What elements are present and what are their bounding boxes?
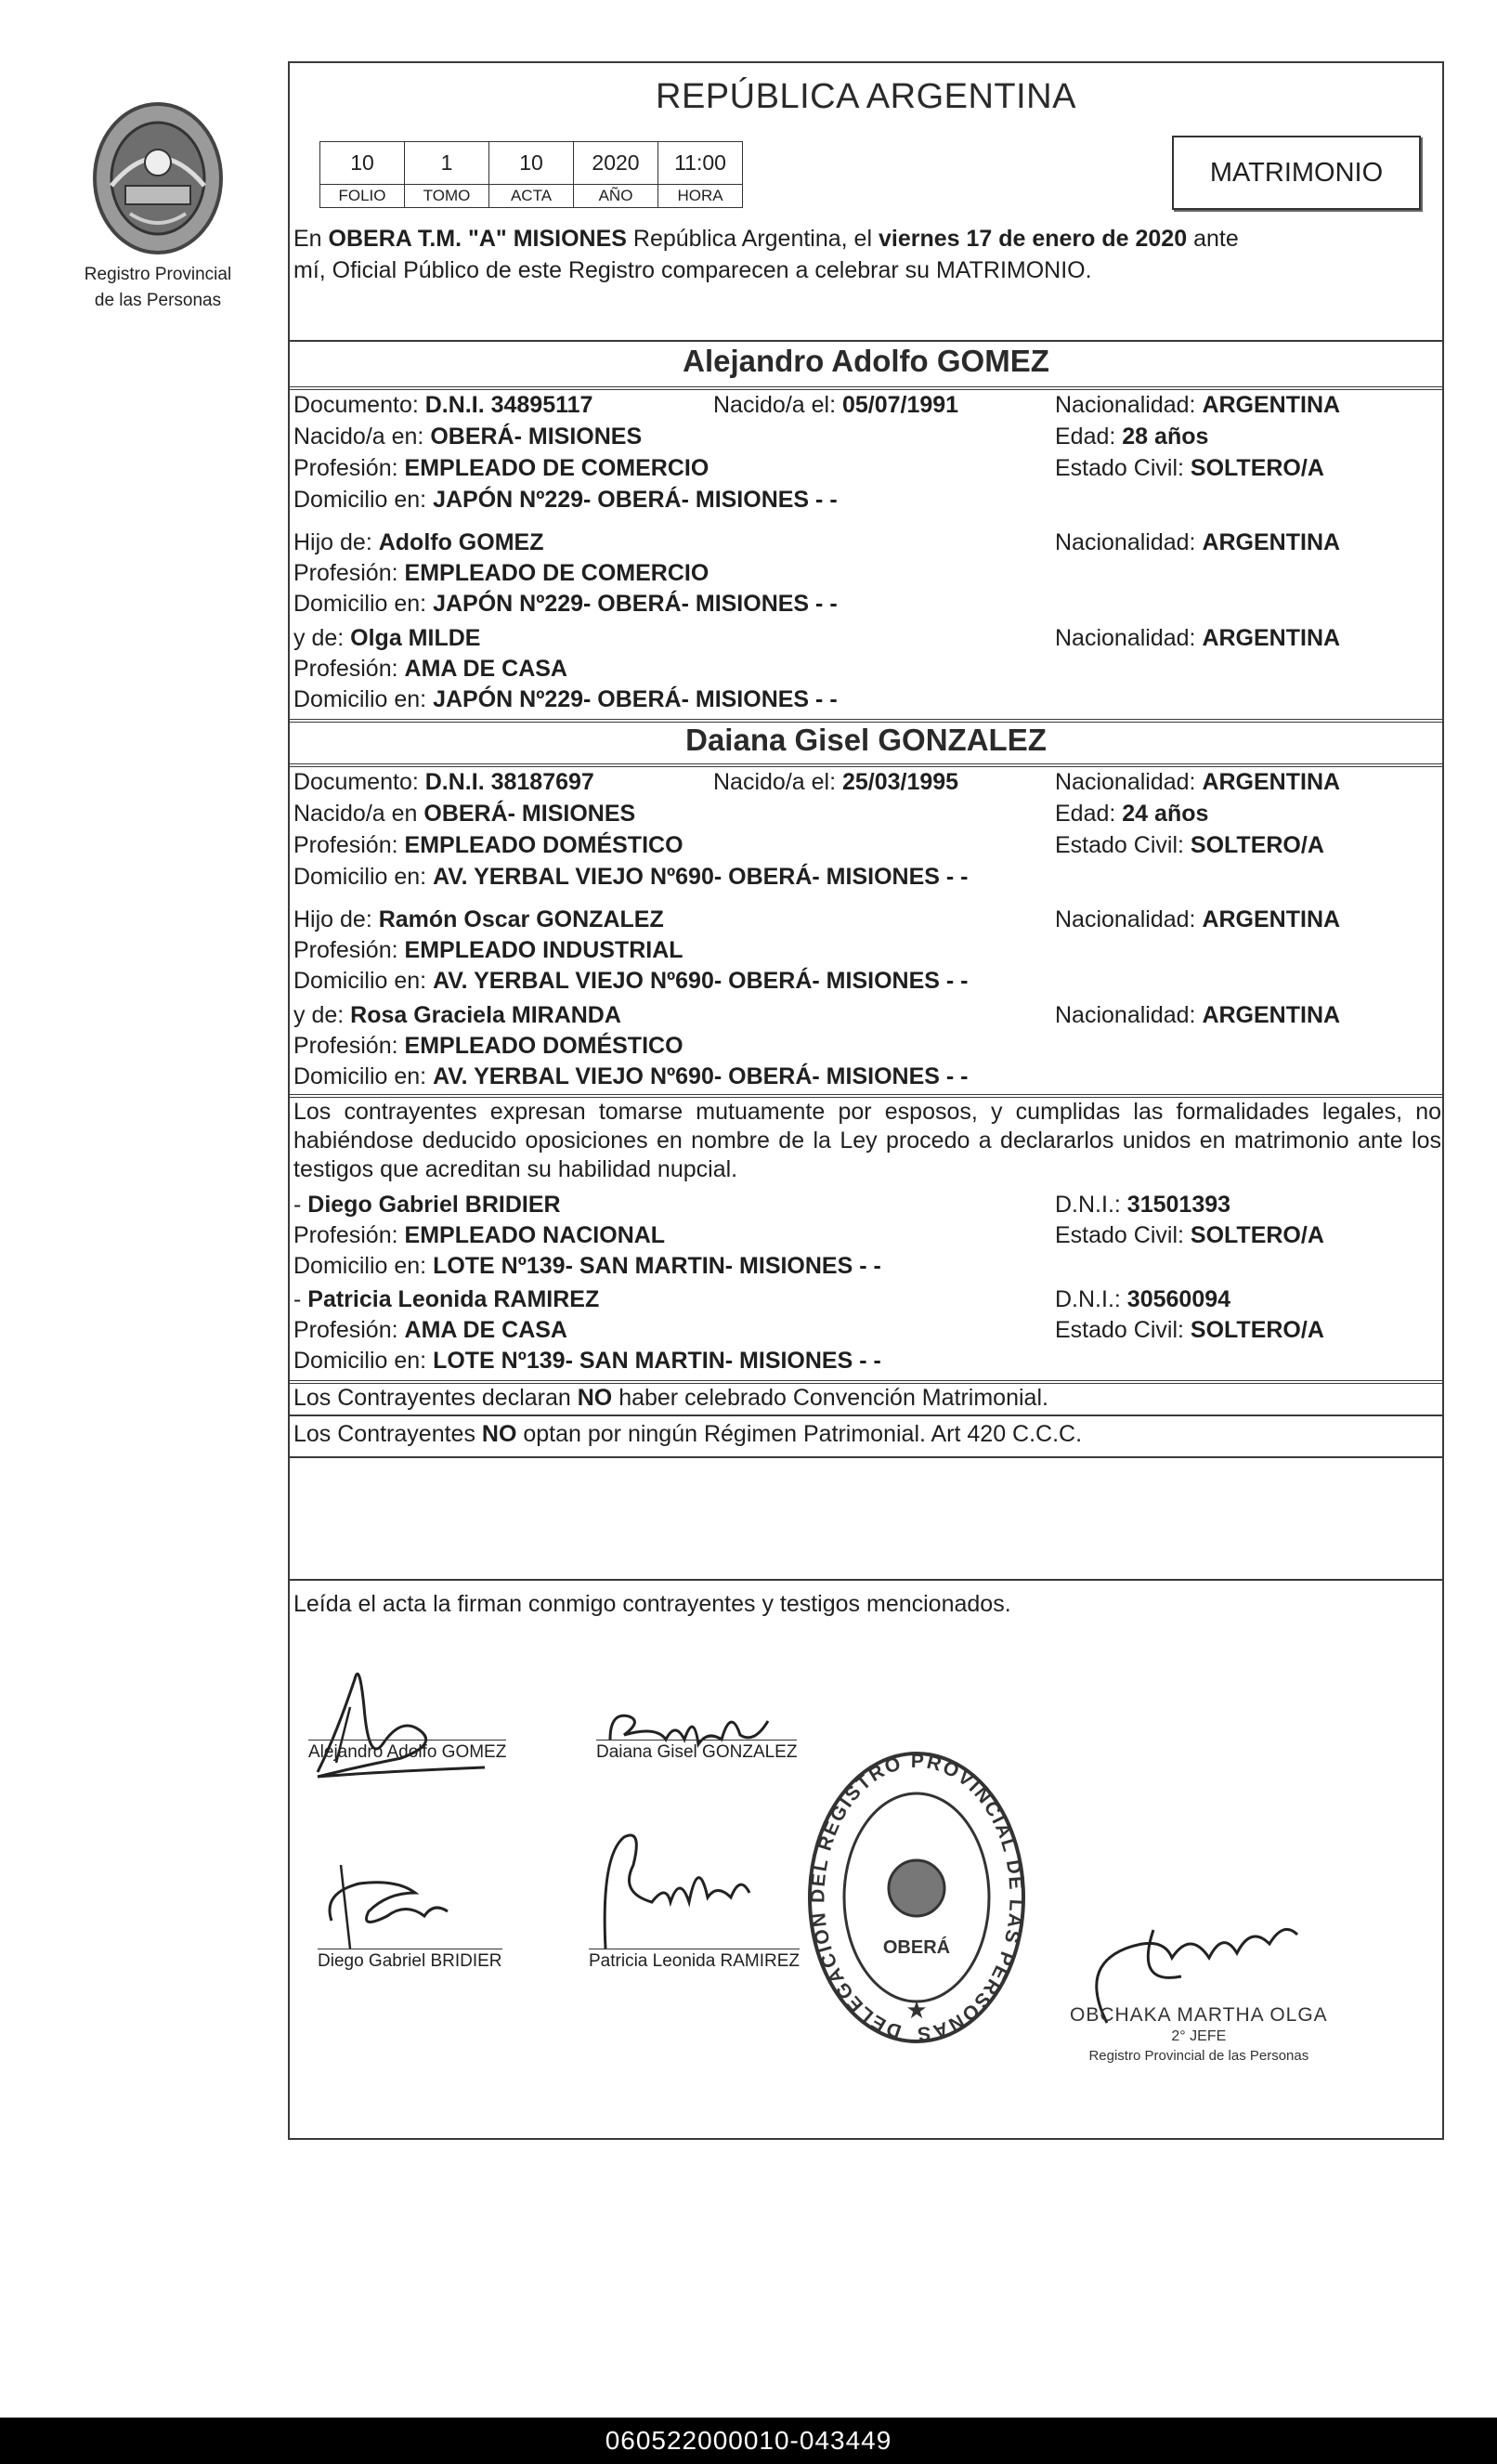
spouse1-father-address-row: Domicilio en: JAPÓN Nº229- OBERÁ- MISIONES - - [293, 591, 838, 617]
officer-name: OBCHAKA MARTHA OLGA [1070, 2004, 1328, 2026]
spouse1-civil-status: SOLTERO/A [1190, 455, 1324, 481]
spouse1-mother-profession: AMA DE CASA [404, 656, 567, 682]
witness2-row: - Patricia Leonida RAMIREZ D.N.I.: 30560094 [293, 1286, 1231, 1312]
spouse2-father-address-row: Domicilio en: AV. YERBAL VIEJO Nº690- OBERÁ- MISIONES - - [293, 968, 969, 994]
spouse2-row-profesion: Profesión: EMPLEADO DOMÉSTICO Estado Civil: SOLTERO/A [293, 832, 1324, 858]
marriage-certificate-form [288, 61, 1444, 2140]
patrimonial-regime-line: Los Contrayentes NO optan por ningún Régimen Patrimonial. Art 420 C.C.C. [293, 1421, 1083, 1447]
folio-label: FOLIO [320, 185, 405, 208]
spouse2-birthdate: 25/03/1995 [841, 769, 959, 795]
witness1-address: LOTE Nº139- SAN MARTIN- MISIONES - - [433, 1253, 881, 1279]
officer-block [1070, 2004, 1328, 2064]
spouse1-mother-name: Olga MILDE [350, 625, 481, 651]
spouse1-father-name: Adolfo GOMEZ [378, 529, 544, 555]
spouse2-profession: EMPLEADO DOMÉSTICO [404, 832, 683, 858]
signature-spouse1 [299, 1642, 513, 1809]
spouse1-mother-address-row: Domicilio en: JAPÓN Nº229- OBERÁ- MISIONES - - [293, 686, 838, 712]
witness1-row: - Diego Gabriel BRIDIER D.N.I.: 31501393 [293, 1192, 1231, 1218]
spouse1-mother-address: JAPÓN Nº229- OBERÁ- MISIONES - - [433, 686, 838, 712]
document-code: 060522000010-043449 [605, 2426, 892, 2455]
hora-value: 11:00 [658, 142, 743, 185]
spouse1-dni: D.N.I. 34895117 [424, 392, 593, 418]
anio-value: 2020 [574, 142, 658, 185]
spouse1-address: JAPÓN Nº229- OBERÁ- MISIONES - - [433, 487, 838, 513]
registry-name-line1: Registro Provincial [84, 265, 232, 284]
spouse2-father-row: Hijo de: Ramón Oscar GONZALEZ Nacionalidad: ARGENTINA [293, 906, 1341, 932]
spouse1-birthdate: 05/07/1991 [841, 392, 959, 418]
intro-line-2: mí, Oficial Público de este Registro comparecen a celebrar su MATRIMONIO. [293, 257, 1092, 283]
spouse1-mother-profession-row: Profesión: AMA DE CASA [293, 656, 567, 682]
spouse1-nationality: ARGENTINA [1202, 392, 1341, 418]
witness2-profession: AMA DE CASA [404, 1317, 567, 1343]
spouse2-father-profession-row: Profesión: EMPLEADO INDUSTRIAL [293, 937, 683, 963]
spouse2-dni: D.N.I. 38187697 [424, 769, 594, 795]
stamp-city: OBERÁ [882, 1937, 951, 1958]
officer-org: Registro Provincial de las Personas [1088, 2048, 1309, 2064]
witness1-profession: EMPLEADO NACIONAL [404, 1222, 666, 1248]
spouse1-age: 28 años [1122, 424, 1209, 450]
spouse2-mother-profession-row: Profesión: EMPLEADO DOMÉSTICO [293, 1033, 683, 1059]
spouse2-mother-name: Rosa Graciela MIRANDA [350, 1002, 621, 1028]
spouse2-birthplace: OBERÁ- MISIONES [423, 801, 636, 827]
spouse2-name: Daiana Gisel GONZALEZ [685, 723, 1047, 757]
spouse1-row-profesion: Profesión: EMPLEADO DE COMERCIO Estado Civil: SOLTERO/A [293, 455, 1324, 481]
star-icon: ★ [905, 1996, 928, 2024]
spouse2-row-nacido: Nacido/a en OBERÁ- MISIONES Edad: 24 años [293, 801, 1209, 827]
intro-line-1: En OBERA T.M. "A" MISIONES República Argentina, el viernes 17 de enero de 2020 ante [293, 226, 1239, 252]
spouse1-row-domicilio: Domicilio en: JAPÓN Nº229- OBERÁ- MISIONES - - [293, 487, 838, 513]
tomo-value: 1 [405, 142, 489, 185]
spouse2-father-name: Ramón Oscar GONZALEZ [378, 906, 664, 932]
spouse1-row-nacido: Nacido/a en: OBERÁ- MISIONES Edad: 28 años [293, 424, 1209, 450]
stamp-ring-text: DELEGACION DEL REGISTRO PROVINCIAL DE LAS PERSONAS [807, 1750, 1027, 2045]
spouse2-row-documento: Documento: D.N.I. 38187697 Nacido/a el: 25/03/1995 Nacionalidad: ARGENTINA [293, 769, 1341, 795]
convention-line: Los Contrayentes declaran NO haber celebrado Convención Matrimonial. [293, 1385, 1048, 1411]
anio-label: AÑO [574, 185, 658, 208]
spouse2-mother-nationality: ARGENTINA [1202, 1002, 1341, 1028]
signature-label-witness1: Diego Gabriel BRIDIER [318, 1949, 502, 1972]
witness2-profession-row: Profesión: AMA DE CASA Estado Civil: SOLTERO/A [293, 1317, 1324, 1343]
signature-label-spouse1: Alejandro Adolfo GOMEZ [308, 1740, 506, 1763]
closing-text: Leída el acta la firman conmigo contrayentes y testigos mencionados. [293, 1591, 1011, 1617]
spouse2-mother-row: y de: Rosa Graciela MIRANDA Nacionalidad: ARGENTINA [293, 1002, 1341, 1028]
intro-date: viernes 17 de enero de 2020 [878, 226, 1188, 252]
spouse1-birthplace: OBERÁ- MISIONES [430, 424, 643, 450]
spouse1-mother-row: y de: Olga MILDE Nacionalidad: ARGENTINA [293, 625, 1341, 651]
spouse1-father-row: Hijo de: Adolfo GOMEZ Nacionalidad: ARGENTINA [293, 529, 1341, 555]
witness1-name: Diego Gabriel BRIDIER [307, 1192, 561, 1218]
document-code-bar [0, 2418, 1497, 2464]
spouse1-name: Alejandro Adolfo GOMEZ [683, 344, 1049, 378]
spouse1-father-profession-row: Profesión: EMPLEADO DE COMERCIO [293, 560, 709, 586]
spouse2-father-profession: EMPLEADO INDUSTRIAL [404, 937, 683, 963]
spouse1-row-documento: Documento: D.N.I. 34895117 Nacido/a el: 05/07/1991 Nacionalidad: ARGENTINA [293, 392, 1341, 418]
declaration-text: Los contrayentes expresan tomarse mutuamente por esposos, y cumplidas las formalidades legales, no habiéndose deducido oposiciones en nombre de la Ley procedo a declararlos unidos en matrimonio ante los testigos que acreditan su habilidad nupcial. [293, 1099, 1441, 1182]
spouse1-father-profession: EMPLEADO DE COMERCIO [404, 560, 709, 586]
acta-label: ACTA [489, 185, 574, 208]
spouse2-age: 24 años [1122, 801, 1209, 827]
province-seal-icon [84, 93, 232, 260]
document-title: REPÚBLICA ARGENTINA [656, 77, 1076, 116]
spouse1-profession: EMPLEADO DE COMERCIO [404, 455, 709, 481]
officer-position: 2° JEFE [1171, 2028, 1227, 2044]
witness2-dni: 30560094 [1126, 1286, 1231, 1312]
spouse2-civil-status: SOLTERO/A [1190, 832, 1324, 858]
official-stamp [805, 1749, 1028, 2055]
signature-label-witness2: Patricia Leonida RAMIREZ [589, 1949, 800, 1972]
registry-logo [70, 93, 246, 312]
witness1-dni: 31501393 [1126, 1192, 1231, 1218]
spouse1-mother-nationality: ARGENTINA [1202, 625, 1341, 651]
hora-label: HORA [658, 185, 743, 208]
spouse2-nationality: ARGENTINA [1202, 769, 1341, 795]
spouse1-father-address: JAPÓN Nº229- OBERÁ- MISIONES - - [433, 591, 838, 617]
spouse2-father-address: AV. YERBAL VIEJO Nº690- OBERÁ- MISIONES - - [433, 968, 969, 994]
stamp-seal-icon [889, 1860, 944, 1916]
witness1-profession-row: Profesión: EMPLEADO NACIONAL Estado Civil: SOLTERO/A [293, 1222, 1324, 1248]
witness2-address-row: Domicilio en: LOTE Nº139- SAN MARTIN- MISIONES - - [293, 1348, 881, 1374]
witness1-civil-status: SOLTERO/A [1190, 1222, 1324, 1248]
witness2-address: LOTE Nº139- SAN MARTIN- MISIONES - - [433, 1348, 881, 1374]
spouse2-row-domicilio: Domicilio en: AV. YERBAL VIEJO Nº690- OBERÁ- MISIONES - - [293, 864, 969, 890]
record-type-box: MATRIMONIO [1172, 136, 1421, 210]
witness1-address-row: Domicilio en: LOTE Nº139- SAN MARTIN- MISIONES - - [293, 1253, 881, 1279]
spouse2-address: AV. YERBAL VIEJO Nº690- OBERÁ- MISIONES - - [433, 864, 969, 890]
intro-place: OBERA T.M. "A" MISIONES [328, 226, 627, 252]
registry-data-table [319, 141, 743, 208]
witness2-name: Patricia Leonida RAMIREZ [307, 1286, 600, 1312]
acta-value: 10 [489, 142, 574, 185]
signature-witness2 [578, 1800, 801, 1967]
spouse2-mother-profession: EMPLEADO DOMÉSTICO [404, 1033, 683, 1059]
spouse1-father-nationality: ARGENTINA [1202, 529, 1341, 555]
spouse2-mother-address: AV. YERBAL VIEJO Nº690- OBERÁ- MISIONES - - [433, 1063, 969, 1089]
spouse2-father-nationality: ARGENTINA [1202, 906, 1341, 932]
witness2-civil-status: SOLTERO/A [1190, 1317, 1324, 1343]
registry-name-line2: de las Personas [94, 291, 222, 310]
spouse2-mother-address-row: Domicilio en: AV. YERBAL VIEJO Nº690- OBERÁ- MISIONES - - [293, 1063, 969, 1089]
signature-label-spouse2: Daiana Gisel GONZALEZ [596, 1740, 797, 1763]
folio-value: 10 [320, 142, 405, 185]
tomo-label: TOMO [405, 185, 489, 208]
